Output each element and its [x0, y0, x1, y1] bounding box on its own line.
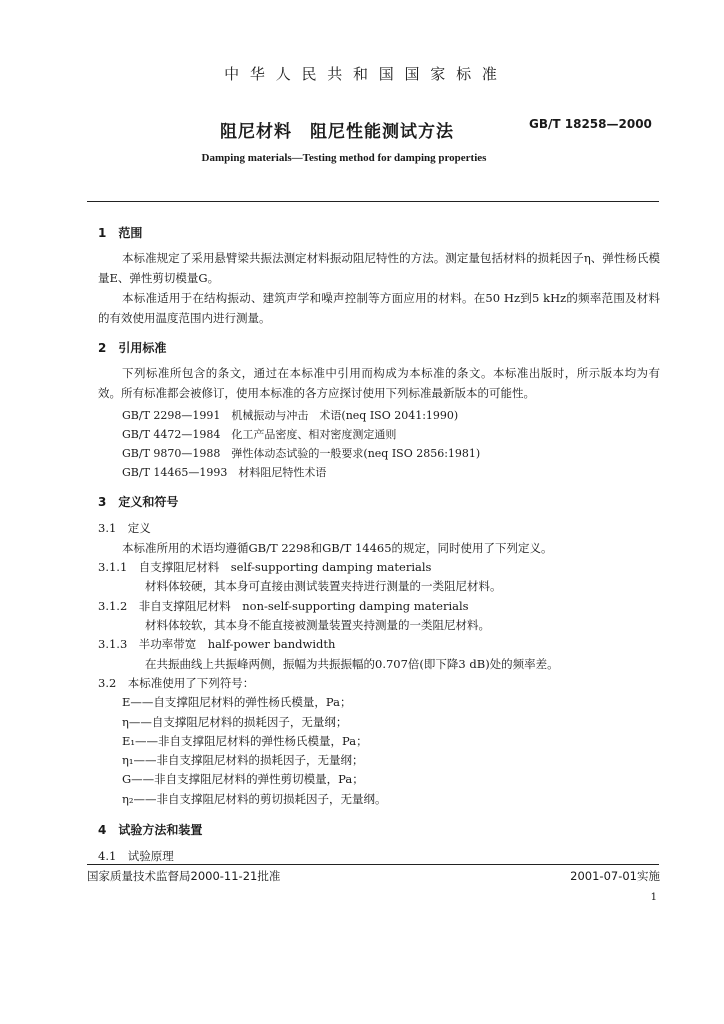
section-2-paragraph: 下列标准所包含的条文，通过在本标准中引用而构成为本标准的条文。本标准出版时，所示版本均为有效。所有标准都会被修订，使用本标准的各方应探讨使用下列标准最新版本的可能性。	[98, 366, 660, 400]
clause-3-1: 3.1 定义	[98, 521, 151, 535]
clause-3-1-2-text: 材料体较软，其本身不能直接被测量装置夹持测量的一类阻尼材料。	[145, 618, 490, 632]
clause-3-1-text: 本标准所用的术语均遵循GB/T 2298和GB/T 14465的规定，同时使用了下列定义。	[122, 541, 553, 555]
implementation-date: 2001-07-01实施	[570, 869, 660, 883]
symbol-item: η₁——非自支撑阻尼材料的损耗因子，无量纲；	[122, 753, 364, 767]
clause-3-1-3-text: 在共振曲线上共振峰两侧，振幅为共振振幅的0.707倍(即下降3 dB)处的频率差。	[145, 657, 559, 671]
reference-item: GB/T 14465—1993 材料阻尼特性术语	[122, 466, 327, 479]
english-title: Damping materials—Testing method for damping properties	[201, 152, 487, 164]
clause-3-2: 3.2 本标准使用了下列符号：	[98, 676, 255, 690]
symbol-item: η₂——非自支撑阻尼材料的剪切损耗因子，无量纲。	[122, 792, 387, 806]
clause-3-1-2: 3.1.2 非自支撑阻尼材料 non-self-supporting damping materials	[98, 599, 469, 613]
footer-rule	[87, 864, 659, 865]
clause-3-1-3: 3.1.3 半功率带宽 half-power bandwidth	[98, 637, 336, 651]
standard-code: GB/T 18258—2000	[529, 117, 652, 131]
header-rule	[87, 201, 659, 202]
section-1-heading: 1 范围	[98, 226, 143, 240]
reference-item: GB/T 9870—1988 弹性体动态试验的一般要求(neq ISO 2856:1981)	[122, 447, 481, 460]
symbol-item: E₁——非自支撑阻尼材料的弹性杨氏模量，Pa；	[122, 734, 368, 748]
section-1-paragraph-2: 本标准适用于在结构振动、建筑声学和噪声控制等方面应用的材料。在50 Hz到5 kHz的频率范围及材料的有效使用温度范围内进行测量。	[98, 291, 660, 325]
clause-4-1: 4.1 试验原理	[98, 849, 174, 863]
standard-category: 中 华 人 民 共 和 国 国 家 标 准	[224, 65, 500, 83]
section-3-heading: 3 定义和符号	[98, 495, 179, 509]
reference-item: GB/T 2298—1991 机械振动与冲击 术语(neq ISO 2041:1990)	[122, 409, 459, 422]
symbol-item: E——自支撑阻尼材料的弹性杨氏模量，Pa；	[122, 695, 352, 709]
page-number: 1	[650, 892, 657, 903]
symbol-item: G——非自支撑阻尼材料的弹性剪切模量，Pa；	[122, 772, 364, 786]
document-title: 阻尼材料 阻尼性能测试方法	[220, 122, 454, 142]
approval-date: 国家质量技术监督局2000-11-21批准	[87, 869, 281, 883]
section-2-heading: 2 引用标准	[98, 341, 167, 355]
clause-3-1-1-text: 材料体较硬，其本身可直接由测试装置夹持进行测量的一类阻尼材料。	[145, 579, 502, 593]
reference-item: GB/T 4472—1984 化工产品密度、相对密度测定通则	[122, 428, 397, 441]
section-4-heading: 4 试验方法和装置	[98, 823, 203, 837]
clause-3-1-1: 3.1.1 自支撑阻尼材料 self-supporting damping materials	[98, 560, 432, 574]
section-1-paragraph-1: 本标准规定了采用悬臂梁共振法测定材料振动阻尼特性的方法。测定量包括材料的损耗因子η、弹性杨氏模量E、弹性剪切模量G。	[98, 251, 660, 285]
symbol-item: η——自支撑阻尼材料的损耗因子，无量纲；	[122, 715, 348, 729]
